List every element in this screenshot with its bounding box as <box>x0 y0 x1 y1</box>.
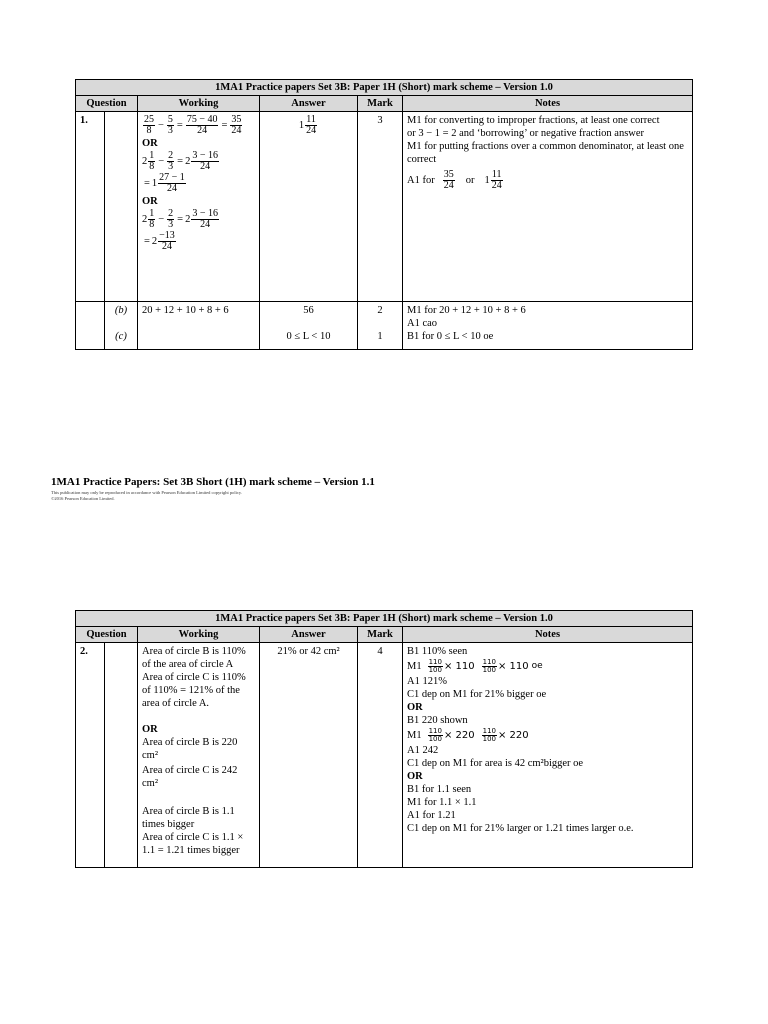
note-line: or 3 − 1 = 2 and ‘borrowing’ or negative fraction answer <box>407 128 645 139</box>
note-a1-line: A1 for 35 24 or 1 11 24 <box>407 169 502 191</box>
note-line: C1 dep on M1 for 21% bigger oe <box>407 689 547 700</box>
mark-cell: 4 <box>358 643 403 868</box>
notes-cell <box>403 643 693 868</box>
note-line: A1 121% <box>407 676 447 687</box>
or-label: OR <box>142 196 158 207</box>
working-line: 2 1 8 − $\frac{2}{3}$ = 2 3 − 16 24 <box>142 150 218 172</box>
working-line: 2 1 8 − $\frac{2}{3}$ = 2 3 − 16 24 <box>142 208 218 230</box>
mark-scheme-table-2 <box>75 610 693 868</box>
working-cell <box>138 112 260 302</box>
question-number <box>76 302 105 350</box>
note-m1-line: M1 $\frac{110}{100}$ × 220 $\frac{110}{100}$ × 220 <box>407 727 529 743</box>
question-number: 2. <box>76 643 105 868</box>
working-line: Area of circle B is 110% of the area of circle A <box>142 646 246 670</box>
header-mark: Mark <box>358 627 403 643</box>
mark-scheme-table-1 <box>75 79 693 350</box>
question-number: 1. <box>76 112 105 302</box>
footer-copyright: ©2016 Pearson Education Limited. <box>51 496 115 501</box>
notes-cell: M1 for 20 + 12 + 10 + 8 + 6 A1 cao B1 for 0 ≤ L < 10 oe <box>403 302 693 350</box>
working-cell <box>138 643 260 868</box>
table-title: 1MA1 Practice papers Set 3B: Paper 1H (Short) mark scheme – Version 1.0 <box>76 611 693 627</box>
header-question: Question <box>76 96 138 112</box>
working-line: Area of circle C is 110% of 110% = 121% of the area of circle A. <box>142 672 246 709</box>
answer-cell: 56 0 ≤ L < 10 <box>260 302 358 350</box>
header-notes: Notes <box>403 96 693 112</box>
note-line: C1 dep on M1 for 21% larger or 1.21 times larger o.e. <box>407 823 634 834</box>
header-answer: Answer <box>260 627 358 643</box>
note-line: B1 220 shown <box>407 715 468 726</box>
working-line: = 2 −13 24 <box>144 230 175 252</box>
or-label: OR <box>142 138 158 149</box>
table-title: 1MA1 Practice papers Set 3B: Paper 1H (Short) mark scheme – Version 1.0 <box>76 80 693 96</box>
mark-cell: 3 <box>358 112 403 302</box>
working-cell: 20 + 12 + 10 + 8 + 6 <box>138 302 260 350</box>
or-label: OR <box>142 724 158 735</box>
note-line: B1 110% seen <box>407 646 468 657</box>
question-part <box>105 112 138 302</box>
note-m1-line: M1 $\frac{110}{100}$ × 110 $\frac{110}{100}$ × 110 oe <box>407 658 543 674</box>
working-line: Area of circle B is 220 cm² <box>142 737 238 761</box>
question-part <box>105 643 138 868</box>
header-working: Working <box>138 627 260 643</box>
mark-cell: 2 1 <box>358 302 403 350</box>
header-notes: Notes <box>403 627 693 643</box>
working-line: 25 8 − $\frac{5}{3}$ = $\frac{75 - 40}{24}$ = $\frac{35}{24}$ <box>144 114 242 136</box>
notes-cell <box>403 112 693 302</box>
header-working: Working <box>138 96 260 112</box>
or-label: OR <box>407 771 423 782</box>
or-label: OR <box>407 702 423 713</box>
note-line: C1 dep on M1 for area is 42 cm²bigger oe <box>407 758 584 769</box>
answer-cell: 21% or 42 cm² <box>260 643 358 868</box>
working-line: Area of circle C is 1.1 × 1.1 = 1.21 times bigger <box>142 832 244 856</box>
answer-fraction: 1 11 24 <box>298 114 317 136</box>
note-line: B1 for 1.1 seen <box>407 784 472 795</box>
note-line: M1 for putting fractions over a common denominator, at least one correct <box>407 141 684 165</box>
working-line: Area of circle C is 242 cm² <box>142 765 238 789</box>
header-question: Question <box>76 627 138 643</box>
note-line: M1 for converting to improper fractions, at least one correct <box>407 115 660 126</box>
note-line: M1 for 1.1 × 1.1 <box>407 797 477 808</box>
note-line: A1 for 1.21 <box>407 810 456 821</box>
working-line: = 1 27 − 1 24 <box>144 172 185 194</box>
footer-copyright-policy: This publication may only be reproduced in accordance with Pearson Education Limited copyright policy. <box>51 490 242 495</box>
footer-title: 1MA1 Practice Papers: Set 3B Short (1H) mark scheme – Version 1.1 <box>51 476 375 488</box>
answer-cell <box>260 112 358 302</box>
header-mark: Mark <box>358 96 403 112</box>
question-part-b-c: (b) (c) <box>105 302 138 350</box>
header-answer: Answer <box>260 96 358 112</box>
note-line: A1 242 <box>407 745 439 756</box>
working-line: Area of circle B is 1.1 times bigger <box>142 806 235 830</box>
